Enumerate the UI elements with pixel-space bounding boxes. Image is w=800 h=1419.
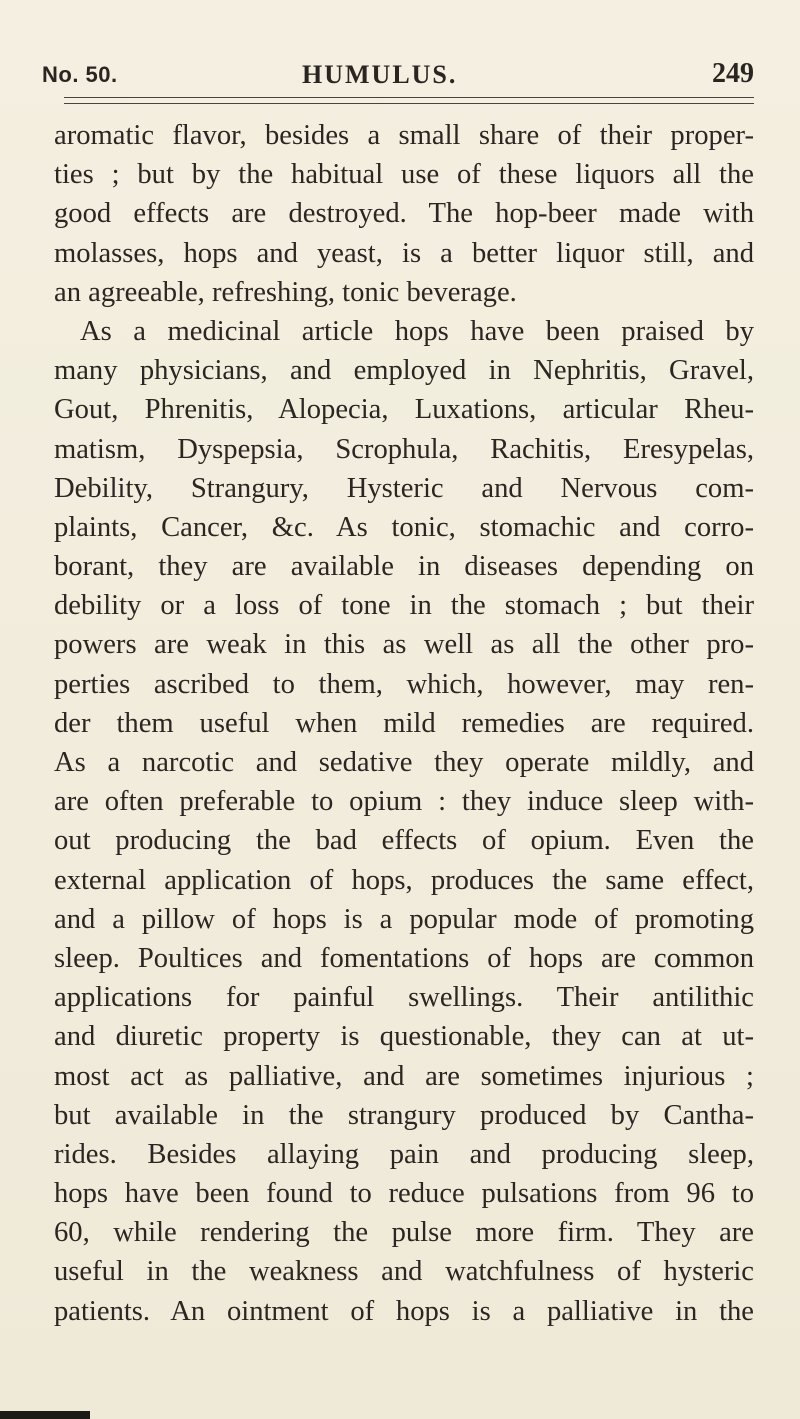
folio-page-number: 249 bbox=[712, 58, 754, 89]
text-line: plaints, Cancer, &c. As tonic, stomachic and corro- bbox=[54, 511, 754, 543]
text-line: 60, while rendering the pulse more firm. They are bbox=[54, 1217, 754, 1249]
text-line: are often preferable to opium : they induce sleep with- bbox=[54, 786, 754, 818]
text-line: rides. Besides allaying pain and producing sleep, bbox=[54, 1138, 754, 1170]
body-text bbox=[54, 116, 754, 1331]
text-line: applications for painful swellings. Their antilithic bbox=[54, 982, 754, 1014]
text-line: and a pillow of hops is a popular mode of promoting bbox=[54, 903, 754, 935]
text-line: Debility, Strangury, Hysteric and Nervous com- bbox=[54, 472, 754, 504]
text-line: As a narcotic and sedative they operate mildly, and bbox=[54, 747, 754, 778]
text-line: perties ascribed to them, which, however, may ren- bbox=[54, 668, 754, 700]
text-line: good effects are destroyed. The hop-beer made with bbox=[54, 198, 754, 230]
text-line: hops have been found to reduce pulsations from 96 to bbox=[54, 1178, 754, 1210]
scan-edge-mark bbox=[0, 1411, 90, 1419]
text-line: debility or a loss of tone in the stomach ; but their bbox=[54, 590, 754, 622]
page-header bbox=[42, 48, 754, 92]
text-line: external application of hops, produces the same effect, bbox=[54, 864, 754, 896]
text-line: matism, Dyspepsia, Scrophula, Rachitis, Eresypelas, bbox=[54, 433, 754, 465]
header-rule-top bbox=[64, 97, 754, 98]
text-line: powers are weak in this as well as all the other pro- bbox=[54, 629, 754, 661]
text-line: ties ; but by the habitual use of these liquors all the bbox=[54, 159, 754, 191]
text-line: sleep. Poultices and fomentations of hops are common bbox=[54, 942, 754, 974]
text-line: but available in the strangury produced by Cantha- bbox=[54, 1099, 754, 1131]
text-line: out producing the bad effects of opium. Even the bbox=[54, 825, 754, 857]
text-line: aromatic flavor, besides a small share of their proper- bbox=[54, 120, 754, 151]
text-line: patients. An ointment of hops is a palliative in the bbox=[54, 1295, 754, 1327]
text-line: As a medicinal article hops have been praised by bbox=[80, 315, 754, 347]
text-line: Gout, Phrenitis, Alopecia, Luxations, articular Rheu- bbox=[54, 394, 754, 426]
text-line: useful in the weakness and watchfulness of hysteric bbox=[54, 1256, 754, 1288]
running-title: HUMULUS. bbox=[302, 60, 458, 89]
text-line: der them useful when mild remedies are required. bbox=[54, 707, 754, 739]
text-line: many physicians, and employed in Nephritis, Gravel, bbox=[54, 355, 754, 387]
text-line: and diuretic property is questionable, they can at ut- bbox=[54, 1021, 754, 1053]
text-line: molasses, hops and yeast, is a better liquor still, and bbox=[54, 237, 754, 269]
text-line: borant, they are available in diseases depending on bbox=[54, 551, 754, 583]
page-number-label: No. 50. bbox=[42, 62, 118, 87]
text-line: an agreeable, refreshing, tonic beverage. bbox=[54, 276, 517, 308]
header-rule-bottom bbox=[64, 103, 754, 104]
text-line: most act as palliative, and are sometimes injurious ; bbox=[54, 1060, 754, 1092]
